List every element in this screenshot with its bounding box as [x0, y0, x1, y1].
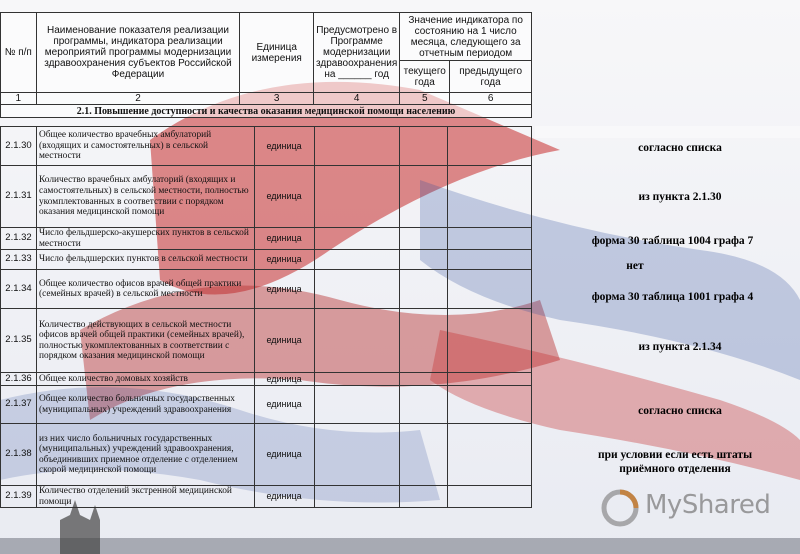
indicator-name: Количество действующих в сельской местности офисов врачей общей практики (семейных врачей), полностью укомплектованных в соответствии с порядком оказания медицинской помощи: [36, 309, 254, 373]
note-row-2-1-38-line2: приёмного отделения: [619, 463, 731, 475]
previous-year-value: [448, 127, 532, 166]
indicator-table: [0, 126, 532, 508]
row-number: 2.1.32: [1, 228, 37, 250]
planned-value: [314, 228, 400, 250]
current-year-value: [400, 127, 448, 166]
measurement-unit: единица: [254, 250, 314, 270]
current-year-value: [400, 373, 448, 386]
measurement-unit: единица: [254, 270, 314, 309]
header-name: Наименование показателя реализации программы, индикатора реализации мероприятий программы модернизации здравоохранения субъектов Российской Федерации: [36, 13, 240, 93]
row-number: 2.1.38: [1, 424, 37, 486]
current-year-value: [400, 424, 448, 486]
row-number: 2.1.37: [1, 386, 37, 424]
table-row: [1, 373, 532, 386]
indicator-name: Число фельдшерско-акушерских пунктов в сельской местности: [36, 228, 254, 250]
indicator-name: Общее количество офисов врачей общей практики (семейных врачей) в сельской местности: [36, 270, 254, 309]
table-row: [1, 424, 532, 486]
indicator-name: Общее количество домовых хозяйств: [36, 373, 254, 386]
current-year-value: [400, 166, 448, 228]
previous-year-value: [448, 270, 532, 309]
note-row-2-1-32: форма 30 таблица 1004 графа 7: [591, 235, 754, 247]
previous-year-value: [448, 373, 532, 386]
section-title: 2.1. Повышение доступности и качества оказания медицинской помощи населению: [1, 105, 532, 118]
current-year-value: [400, 228, 448, 250]
table-row: [1, 250, 532, 270]
measurement-unit: единица: [254, 166, 314, 228]
row-number: 2.1.34: [1, 270, 37, 309]
row-number: 2.1.36: [1, 373, 37, 386]
current-year-value: [400, 309, 448, 373]
previous-year-value: [448, 228, 532, 250]
indicator-name: Количество врачебных амбулаторий (входящих и самостоятельных) в сельской местности, полностью укомплектованных в соответствии с порядком оказания медицинской помощи: [36, 166, 254, 228]
table-row: [1, 228, 532, 250]
header-number-6: 6: [450, 93, 532, 105]
table-row: [1, 309, 532, 373]
measurement-unit: единица: [254, 309, 314, 373]
planned-value: [314, 386, 400, 424]
row-number: 2.1.35: [1, 309, 37, 373]
indicator-name: Количество отделений экстренной медицинской помощи: [36, 486, 254, 508]
row-number: 2.1.39: [1, 486, 37, 508]
table-row: [1, 127, 532, 166]
header-number-5: 5: [400, 93, 450, 105]
measurement-unit: единица: [254, 127, 314, 166]
header-table: [0, 12, 532, 118]
header-planned: Предусмотрено в Программе модернизации здравоохранения на ______ год: [314, 13, 400, 93]
note-row-2-1-38-line1: при условии если есть штаты: [597, 449, 753, 461]
planned-value: [314, 127, 400, 166]
myshared-logo-text: MyShared: [645, 490, 771, 520]
planned-value: [314, 486, 400, 508]
header-value: Значение индикатора по состоянию на 1 число месяца, следующего за отчетным периодом: [400, 13, 532, 61]
header-num: № п/п: [1, 13, 37, 93]
measurement-unit: единица: [254, 386, 314, 424]
table-row: [1, 166, 532, 228]
planned-value: [314, 270, 400, 309]
table-row: [1, 486, 532, 508]
previous-year-value: [448, 424, 532, 486]
header-number-2: 2: [36, 93, 240, 105]
row-number: 2.1.30: [1, 127, 37, 166]
indicator-name: Общее количество врачебных амбулаторий (входящих и самостоятельных) в сельской местности: [36, 127, 254, 166]
row-number: 2.1.33: [1, 250, 37, 270]
measurement-unit: единица: [254, 486, 314, 508]
previous-year-value: [448, 166, 532, 228]
header-current: текущего года: [400, 61, 450, 93]
current-year-value: [400, 386, 448, 424]
planned-value: [314, 309, 400, 373]
myshared-logo-icon: [600, 488, 640, 528]
current-year-value: [400, 486, 448, 508]
note-row-2-1-37: согласно списка: [638, 405, 722, 417]
row-number: 2.1.31: [1, 166, 37, 228]
planned-value: [314, 166, 400, 228]
previous-year-value: [448, 250, 532, 270]
note-row-2-1-31: из пункта 2.1.30: [638, 191, 722, 203]
header-previous: предыдущего года: [450, 61, 532, 93]
current-year-value: [400, 270, 448, 309]
indicator-name: Общее количество больничных государственных (муниципальных) учреждений здравоохранения: [36, 386, 254, 424]
previous-year-value: [448, 486, 532, 508]
note-row-2-1-34: форма 30 таблица 1001 графа 4: [591, 291, 754, 303]
table-row: [1, 386, 532, 424]
measurement-unit: единица: [254, 373, 314, 386]
indicator-name: из них число больничных государственных (муниципальных) учреждений здравоохранения, объединивших приемное отделение с отделением скорой медицинской помощи: [36, 424, 254, 486]
previous-year-value: [448, 386, 532, 424]
current-year-value: [400, 250, 448, 270]
planned-value: [314, 250, 400, 270]
previous-year-value: [448, 309, 532, 373]
header-number-3: 3: [240, 93, 314, 105]
indicator-name: Число фельдшерских пунктов в сельской местности: [36, 250, 254, 270]
note-row-2-1-35: из пункта 2.1.34: [638, 341, 722, 353]
header-unit: Единица измерения: [240, 13, 314, 93]
planned-value: [314, 373, 400, 386]
header-number-4: 4: [314, 93, 400, 105]
note-row-2-1-33: нет: [626, 260, 644, 272]
measurement-unit: единица: [254, 228, 314, 250]
header-number-1: 1: [1, 93, 37, 105]
planned-value: [314, 424, 400, 486]
measurement-unit: единица: [254, 424, 314, 486]
table-row: [1, 270, 532, 309]
note-row-2-1-30: согласно списка: [638, 142, 722, 154]
